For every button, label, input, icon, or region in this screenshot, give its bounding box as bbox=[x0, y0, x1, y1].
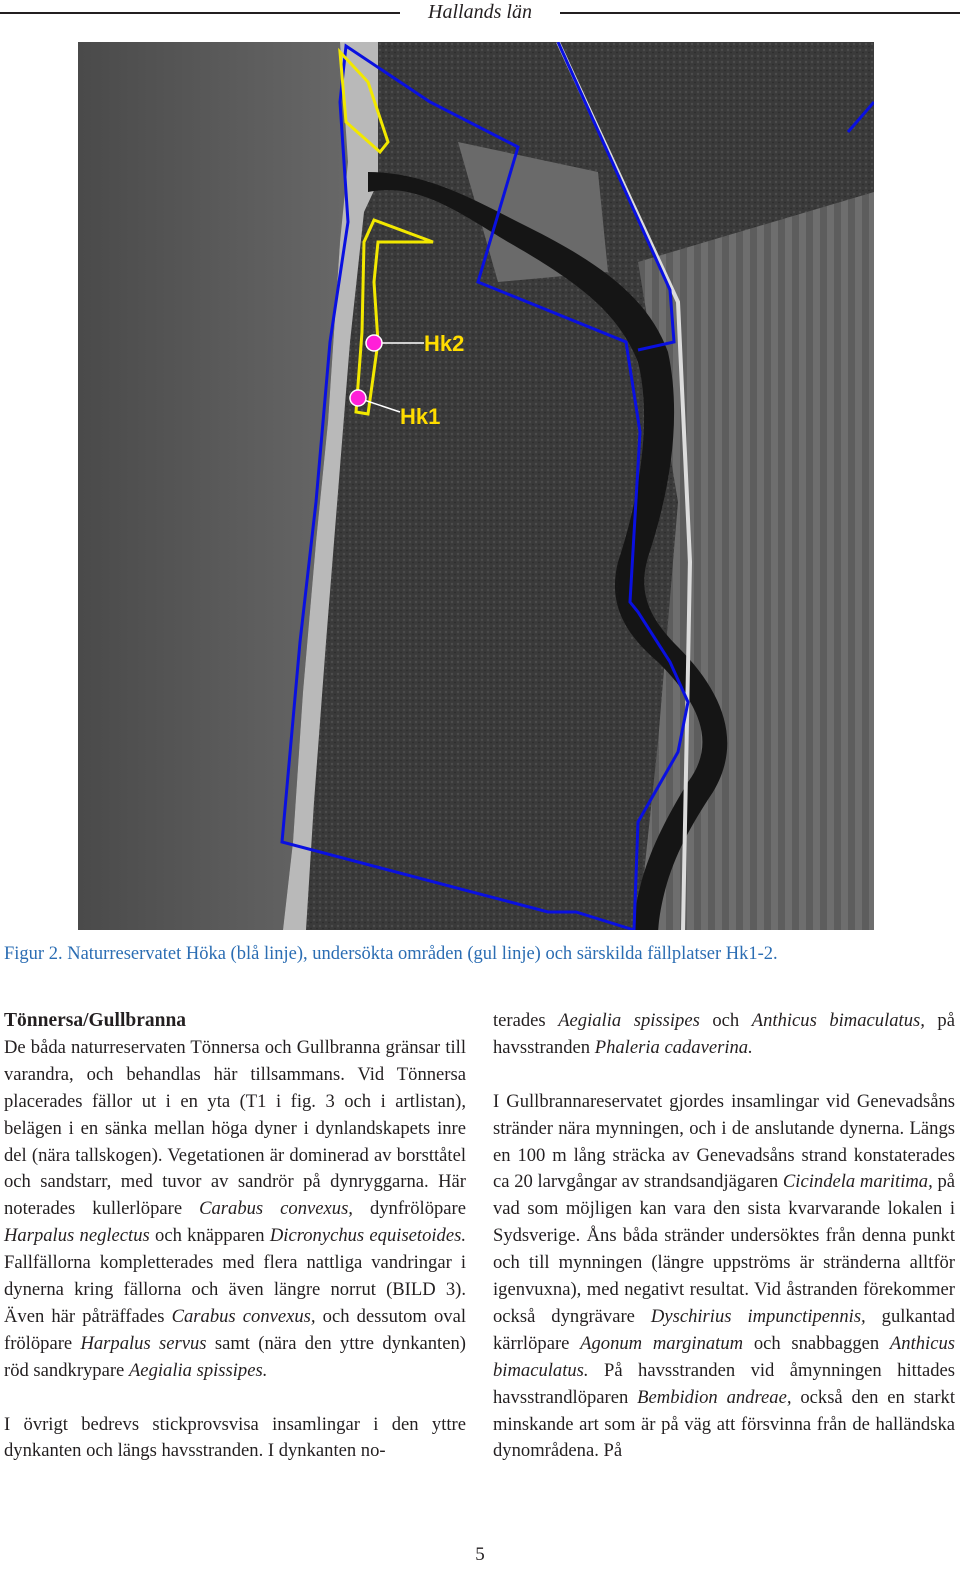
running-header bbox=[0, 0, 960, 24]
hk1-label: Hk1 bbox=[400, 404, 441, 429]
paragraph: I övrigt bedrevs stickprovsvisa insamlingar i den yttre dynkanten och längs havsstranden. I dynkanten no- bbox=[4, 1413, 466, 1462]
paragraph: De båda naturreservaten Tönnersa och Gullbranna gränsar till varandra, och behandlas här tillsammans. Vid Tönnersa placerades fällor ut i en yta (T1 i fig. 3 och i artlistan), belägen i en sänka mellan höga dyner i dynlandskapets inre del (nära tallskogen). Vegetationen är dominerad av borsttåtel och sandstarr, med tuvor av sandrör på dynryggarna. Här noterades kullerlöpare Carabus convexus, dynfrölöpare Harpalus neglectus och knäpparen Dicronychus equisetoides. Fallfällorna kompletterades med flera nattliga vandringar i dynerna kring fällorna och även längre norrut (BILD 3). Även här påträffades Carabus convexus, och dessutom oval frölöpare Harpalus servus samt (nära den yttre dynkanten) röd sandkrypare Aegialia spissipes. bbox=[4, 1036, 466, 1381]
right-column bbox=[493, 1008, 955, 1465]
page-number: 5 bbox=[475, 1544, 485, 1565]
paragraph: I Gullbrannareservatet gjordes insamlingar vid Genevadsåns stränder nära mynningen, och i de anslutande dynerna. Längs en 100 m lång sträcka av Genevadsåns strand konstaterades ca 20 larvgångar av strandsandjägaren Cicindela maritima, på vad som möjligen kan vara den sista kvarvarande lokalen i Sydsverige. Åns båda stränder undersöktes från denna punkt och till mynningen (längre uppströms är stränderna alltför igenvuxna), med negativt resultat. Vid åstranden förekommer också dyngrävare Dyschirius impunctipennis, gulkantad kärrlöpare Agonum marginatum och snabbaggen Anthicus bimaculatus. På havsstranden vid åmynningen hittades havsstrandlöparen Bembidion andreae, också den en starkt minskande art som är på väg att försvinna från de halländska dynområdena. På bbox=[493, 1090, 956, 1462]
trap-site-hk2 bbox=[366, 335, 382, 351]
running-header-text: Hallands län bbox=[418, 1, 542, 23]
left-column bbox=[4, 1008, 466, 1465]
paragraph: terades Aegialia spissipes och Anthicus bimaculatus, på havsstranden Phaleria cadaverina. bbox=[493, 1010, 955, 1058]
figure-caption: Figur 2. Naturreservatet Höka (blå linje), undersökta områden (gul linje) och särskilda fällplatser Hk1-2. bbox=[4, 944, 778, 964]
hk2-label: Hk2 bbox=[424, 331, 465, 356]
section-heading: Tönnersa/Gullbranna bbox=[4, 1010, 187, 1031]
trap-site-hk1 bbox=[350, 390, 366, 406]
aerial-photo-map bbox=[78, 42, 874, 930]
